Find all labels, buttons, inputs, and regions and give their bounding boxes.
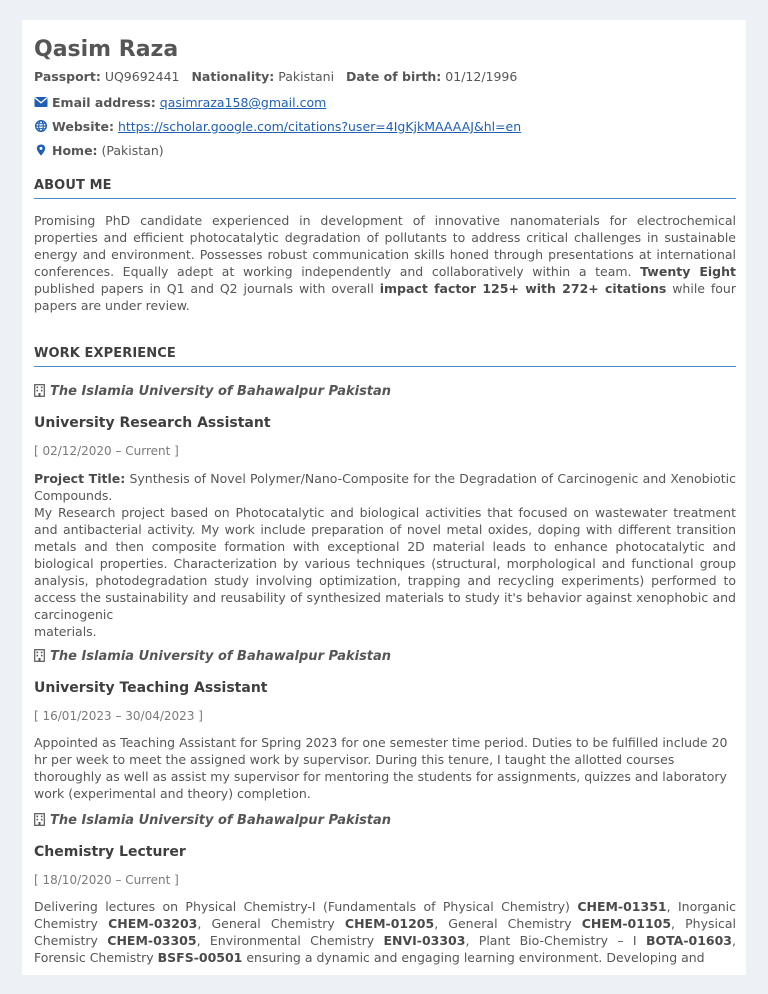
- email-row: [34, 95, 326, 110]
- course-text: , Forensic Chemistry: [34, 933, 736, 965]
- cv-page: [22, 20, 746, 975]
- dob-value: 01/12/1996: [445, 69, 518, 84]
- home-row: [34, 143, 164, 158]
- job-3-dates: [ 18/10/2020 – Current ]: [34, 873, 179, 887]
- employer-name: The Islamia University of Bahawalpur Pakistan: [50, 649, 392, 664]
- website-label: Website:: [52, 119, 114, 134]
- course-code: CHEM-01105: [581, 916, 672, 931]
- job-1-description-end: materials.: [34, 624, 97, 639]
- course-text: , Physical Chemistry: [34, 916, 736, 948]
- course-code: ENVI-03303: [383, 933, 466, 948]
- impact-factor: impact factor 125+ with 272+ citations: [379, 281, 667, 296]
- website-row: [34, 119, 521, 134]
- email-link[interactable]: qasimraza158@gmail.com: [159, 95, 327, 110]
- nationality-value: Pakistani: [278, 69, 335, 84]
- about-divider: [34, 198, 736, 199]
- about-text: [34, 212, 736, 314]
- building-icon: [34, 813, 45, 826]
- employer-1: [34, 384, 391, 399]
- course-text: , Environmental Chemistry: [196, 933, 384, 948]
- course-text: Delivering lectures on Physical Chemistry-I (Fundamentals of Physical Chemistry): [34, 899, 578, 914]
- course-code: BOTA-01603: [645, 933, 732, 948]
- job-2-dates: [ 16/01/2023 – 30/04/2023 ]: [34, 709, 203, 723]
- employer-3: [34, 813, 391, 828]
- course-code: CHEM-01351: [577, 899, 667, 914]
- employer-2: [34, 649, 391, 664]
- passport-label: Passport:: [34, 69, 101, 84]
- employer-name: The Islamia University of Bahawalpur Pakistan: [50, 384, 392, 399]
- nationality-label: Nationality:: [191, 69, 275, 84]
- building-icon: [34, 649, 45, 662]
- papers-count: Twenty Eight: [640, 264, 736, 279]
- job-1-description-text: My Research project based on Photocatalytic and biological activities that focused on wastewater treatment and antibacterial activity. My work include preparation of novel metal oxides, doping with different transition metals and then composite formation with exceptional 2D material leads to enhance photocatalytic and biological properties. Characterization by various techniques (structural, morphological and functional group analysis, photodegradation study involving optimization, trapping and recycling experiments) performed to access the sustainability and reusability of synthesized materials to study it's behavior against xenophobic and carcinogenic: [34, 505, 736, 622]
- building-icon: [34, 384, 45, 397]
- course-text: , General Chemistry: [434, 916, 582, 931]
- passport-value: UQ9692441: [104, 69, 180, 84]
- course-code: CHEM-03305: [107, 933, 197, 948]
- job-2-role: University Teaching Assistant: [34, 680, 268, 696]
- job-1-description: [34, 504, 736, 640]
- course-text: , Plant Bio-Chemistry – I: [465, 933, 646, 948]
- website-link[interactable]: https://scholar.google.com/citations?user=4IgKjkMAAAAJ&hl=en: [117, 119, 522, 134]
- home-value: (Pakistan): [101, 143, 164, 158]
- personal-details-row: [34, 69, 517, 84]
- about-text-part: while four papers are under review.: [34, 281, 736, 313]
- employer-name: The Islamia University of Bahawalpur Pakistan: [50, 813, 392, 828]
- course-text: ensuring a dynamic and engaging learning environment. Developing and: [242, 950, 705, 965]
- job-1-dates: [ 02/12/2020 – Current ]: [34, 444, 179, 458]
- envelope-icon: [34, 96, 48, 108]
- project-title-label: Project Title:: [34, 471, 126, 486]
- course-code: CHEM-03203: [108, 916, 198, 931]
- person-name: Qasim Raza: [34, 37, 179, 62]
- job-3-description: [34, 898, 736, 966]
- about-text-part: Promising PhD candidate experienced in development of innovative nanomaterials for electrochemical properties and efficient photocatalytic degradation of pollutants to address critical challenges in sustainable energy and environment. Possesses robust communication skills honed through presentations at international conferences. Equally adept at working independently and collaboratively within a team.: [34, 213, 736, 279]
- job-1-role: University Research Assistant: [34, 415, 271, 431]
- about-text-part: published papers in Q1 and Q2 journals with overall: [34, 281, 380, 296]
- work-divider: [34, 366, 736, 367]
- dob-label: Date of birth:: [346, 69, 442, 84]
- job-1-project: [34, 470, 736, 504]
- course-code: CHEM-01205: [344, 916, 435, 931]
- course-text: , Inorganic Chemistry: [34, 899, 736, 931]
- email-label: Email address:: [52, 95, 156, 110]
- course-text: , General Chemistry: [197, 916, 345, 931]
- about-section-title: ABOUT ME: [34, 178, 112, 193]
- location-pin-icon: [34, 144, 48, 156]
- course-code: BSFS-00501: [157, 950, 243, 965]
- project-title: Synthesis of Novel Polymer/Nano-Composite for the Degradation of Carcinogenic and Xenobiotic Compounds.: [34, 471, 736, 503]
- globe-icon: [34, 120, 48, 132]
- job-2-description: Appointed as Teaching Assistant for Spring 2023 for one semester time period. Duties to be fulfilled include 20 hr per week to meet the assigned work by supervisor. During this tenure, I taught the allotted courses thoroughly as well as assist my supervisor for mentoring the students for assignments, quizzes and laboratory work (experimental and theory) completion.: [34, 735, 728, 801]
- work-section-title: WORK EXPERIENCE: [34, 346, 176, 361]
- job-3-role: Chemistry Lecturer: [34, 844, 186, 860]
- home-label: Home:: [52, 143, 98, 158]
